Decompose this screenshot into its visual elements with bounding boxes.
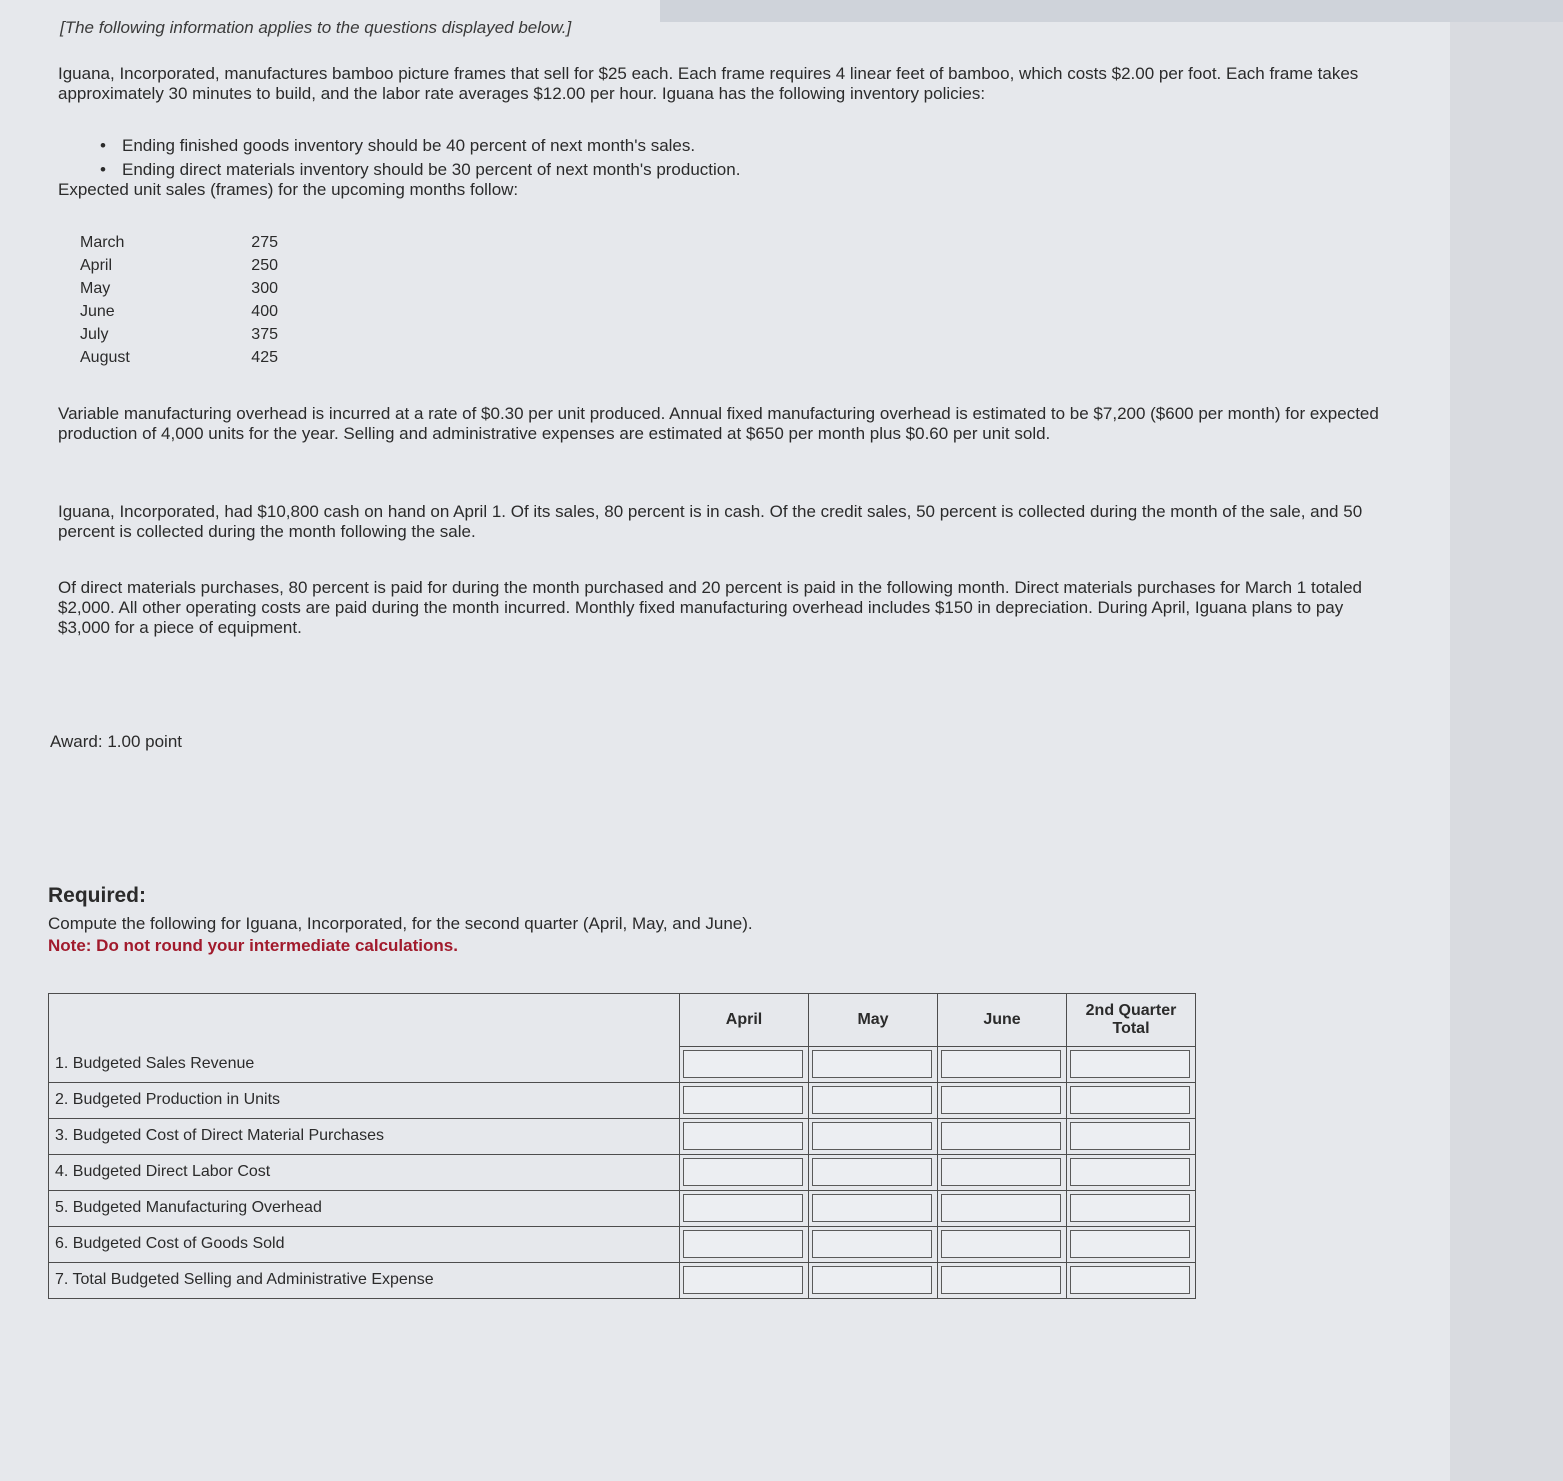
answer-input[interactable] [1070,1230,1190,1258]
answer-cell-june[interactable] [938,1226,1067,1262]
answer-input[interactable] [683,1122,803,1150]
paragraph-product-info: Iguana, Incorporated, manufactures bamboo picture frames that sell for $25 each. Each frame requires 4 linear feet of bamboo, which costs $2.00 per foot. Each frame takes approximately 30 minutes to build, and the labor rate averages $12.00 per hour. Iguana has the following inventory policies: [58,64,1359,103]
answer-cell-april[interactable] [680,1118,809,1154]
sales-month: May [80,279,111,297]
col-header-may: May [809,994,938,1047]
answer-cell-june[interactable] [938,1047,1067,1083]
sales-units: 375 [251,325,278,343]
answer-cell-april[interactable] [680,1082,809,1118]
row-label: 7. Total Budgeted Selling and Administrative Expense [49,1262,680,1298]
sales-row [80,346,278,369]
answer-table [48,993,1196,1299]
expected-sales-intro: Expected unit sales (frames) for the upcoming months follow: [58,180,519,199]
answer-cell-june[interactable] [938,1154,1067,1190]
answer-cell-total[interactable] [1067,1047,1196,1083]
sales-row [80,231,278,254]
sales-month: March [80,233,125,251]
expected-sales-table [80,231,278,369]
answer-input[interactable] [1070,1086,1190,1114]
table-row [49,1047,1196,1083]
answer-input[interactable] [1070,1266,1190,1294]
sales-units: 275 [251,233,278,251]
answer-cell-may[interactable] [809,1226,938,1262]
answer-input[interactable] [812,1266,932,1294]
sales-row [80,323,278,346]
inventory-policies [100,134,740,182]
answer-input[interactable] [683,1230,803,1258]
answer-cell-may[interactable] [809,1154,938,1190]
answer-input[interactable] [683,1158,803,1186]
answer-input[interactable] [812,1158,932,1186]
answer-input[interactable] [941,1158,1061,1186]
sales-month: April [80,256,113,274]
top-bar [660,0,1563,22]
answer-input[interactable] [941,1266,1061,1294]
col-header-june: June [938,994,1067,1047]
answer-cell-june[interactable] [938,1118,1067,1154]
answer-input[interactable] [683,1194,803,1222]
answer-input[interactable] [683,1086,803,1114]
answer-cell-may[interactable] [809,1262,938,1298]
answer-cell-april[interactable] [680,1190,809,1226]
row-label: 4. Budgeted Direct Labor Cost [49,1154,680,1190]
answer-cell-june[interactable] [938,1190,1067,1226]
sales-units: 425 [251,348,278,366]
sales-units: 300 [251,279,278,297]
answer-cell-total[interactable] [1067,1262,1196,1298]
answer-cell-june[interactable] [938,1262,1067,1298]
sales-units: 400 [251,302,278,320]
answer-input[interactable] [941,1050,1061,1078]
answer-input[interactable] [1070,1050,1190,1078]
answer-input[interactable] [812,1050,932,1078]
table-row [49,1226,1196,1262]
answer-input[interactable] [941,1122,1061,1150]
answer-input[interactable] [812,1230,932,1258]
answer-input[interactable] [1070,1158,1190,1186]
answer-cell-april[interactable] [680,1154,809,1190]
paragraph-overhead: Variable manufacturing overhead is incurred at a rate of $0.30 per unit produced. Annual fixed manufacturing overhead is estimated to be $7,200 ($600 per month) for expected production of 4,000 units for the year. Selling and administrative expenses are estimated at $650 per month plus $0.60 per unit sold. [58,404,1379,443]
answer-input[interactable] [812,1086,932,1114]
award-points: Award: 1.00 point [50,732,182,751]
sales-month: July [80,325,109,343]
policy-direct-materials: • Ending direct materials inventory should be 30 percent of next month's production. [100,158,740,182]
answer-cell-may[interactable] [809,1190,938,1226]
intro-note: [The following information applies to the questions displayed below.] [60,18,572,37]
table-row [49,1118,1196,1154]
sales-row [80,254,278,277]
table-row [49,1190,1196,1226]
paragraph-purchases: Of direct materials purchases, 80 percent is paid for during the month purchased and 20 percent is paid in the following month. Direct materials purchases for March 1 totaled $2,000. All other operating costs are paid during the month incurred. Monthly fixed manufacturing overhead includes $150 in depreciation. During April, Iguana plans to pay $3,000 for a piece of equipment. [58,578,1363,637]
answer-input[interactable] [941,1086,1061,1114]
required-heading: Required: [48,884,147,907]
policy-finished-goods: • Ending finished goods inventory should be 40 percent of next month's sales. [100,134,740,158]
sales-units: 250 [251,256,278,274]
answer-cell-may[interactable] [809,1047,938,1083]
paragraph-cash: Iguana, Incorporated, had $10,800 cash on hand on April 1. Of its sales, 80 percent is in cash. Of the credit sales, 50 percent is collected during the month of the sale, and 50 percent is collected during the month following the sale. [58,502,1363,541]
sales-month: August [80,348,130,366]
row-label: 2. Budgeted Production in Units [49,1082,680,1118]
answer-cell-may[interactable] [809,1118,938,1154]
answer-cell-total[interactable] [1067,1118,1196,1154]
answer-input[interactable] [812,1194,932,1222]
rounding-note: Note: Do not round your intermediate calculations. [48,936,458,955]
answer-input[interactable] [941,1194,1061,1222]
row-label: 1. Budgeted Sales Revenue [49,1047,680,1083]
header-blank [49,994,680,1047]
col-header-april: April [680,994,809,1047]
answer-cell-total[interactable] [1067,1190,1196,1226]
sales-row [80,300,278,323]
sales-row [80,277,278,300]
required-text: Compute the following for Iguana, Incorporated, for the second quarter (April, May, and June). [48,914,753,933]
row-label: 6. Budgeted Cost of Goods Sold [49,1226,680,1262]
answer-input[interactable] [683,1050,803,1078]
answer-input[interactable] [683,1266,803,1294]
answer-input[interactable] [812,1122,932,1150]
answer-input[interactable] [1070,1194,1190,1222]
answer-cell-april[interactable] [680,1262,809,1298]
table-row [49,1082,1196,1118]
answer-cell-april[interactable] [680,1047,809,1083]
answer-input[interactable] [941,1230,1061,1258]
col-header-quarter-total: 2nd Quarter Total [1067,994,1196,1047]
answer-cell-april[interactable] [680,1226,809,1262]
answer-cell-total[interactable] [1067,1226,1196,1262]
row-label: 5. Budgeted Manufacturing Overhead [49,1190,680,1226]
sales-month: June [80,302,115,320]
answer-cell-total[interactable] [1067,1082,1196,1118]
row-label: 3. Budgeted Cost of Direct Material Purchases [49,1118,680,1154]
answer-cell-june[interactable] [938,1082,1067,1118]
table-row [49,1262,1196,1298]
answer-input[interactable] [1070,1122,1190,1150]
table-row [49,1154,1196,1190]
answer-cell-total[interactable] [1067,1154,1196,1190]
table-header-row [49,994,1196,1047]
answer-cell-may[interactable] [809,1082,938,1118]
